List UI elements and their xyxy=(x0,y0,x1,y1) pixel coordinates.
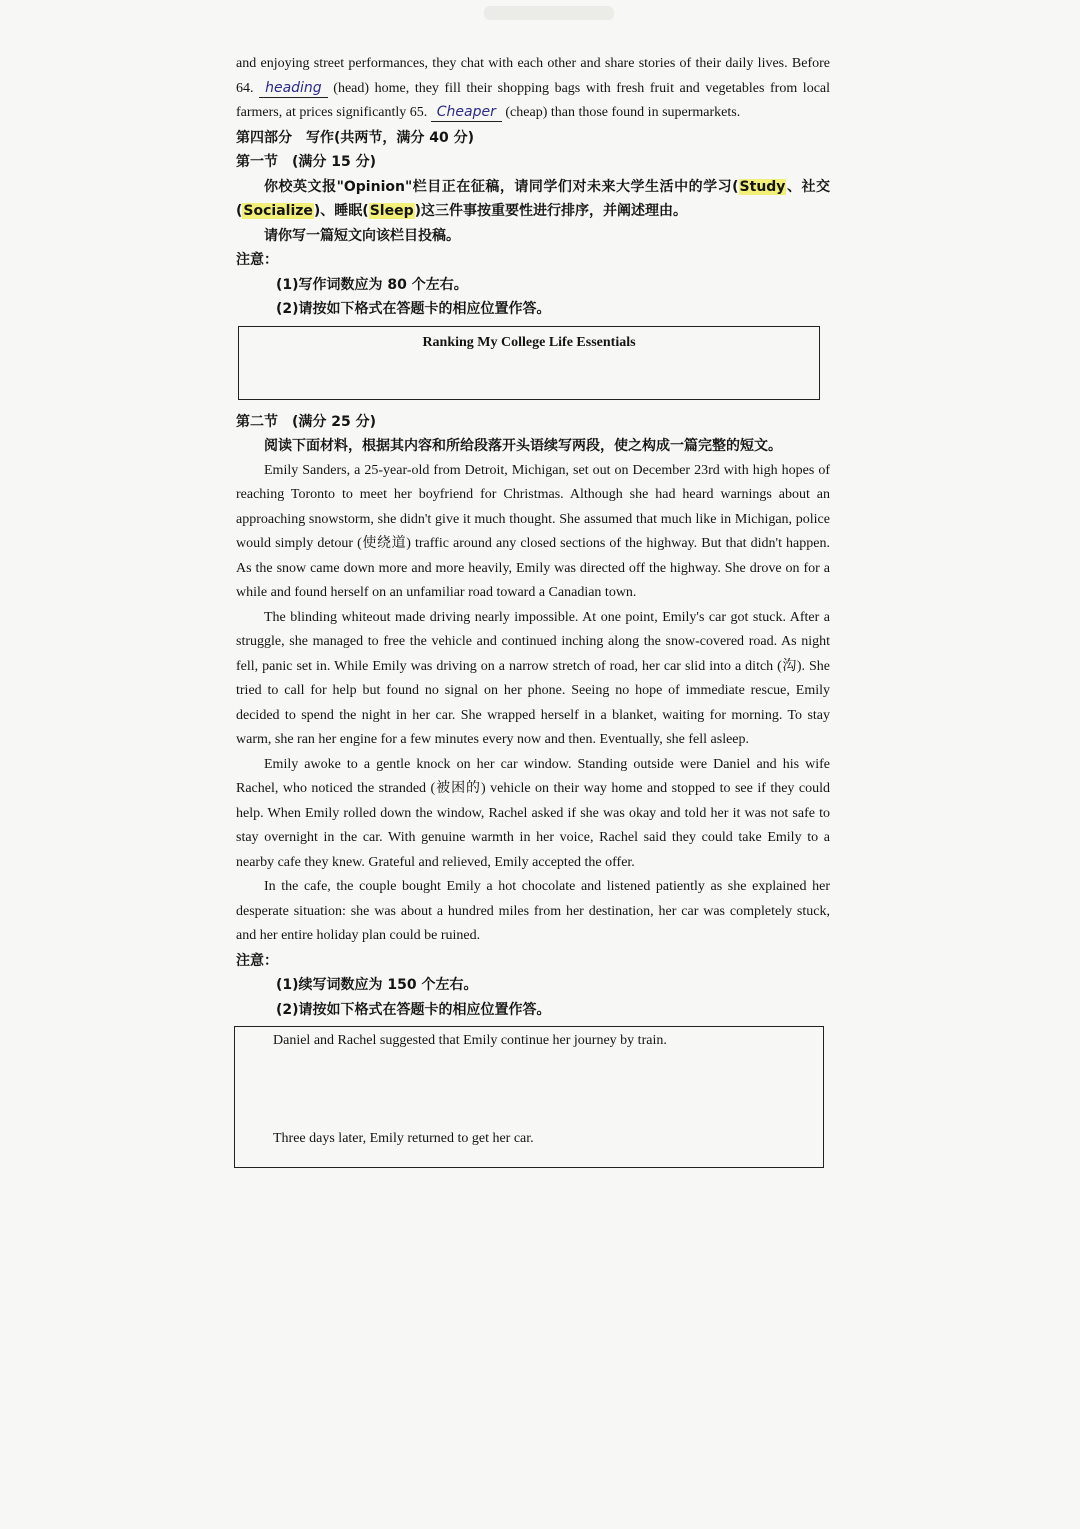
story-paragraph-3: Emily awoke to a gentle knock on her car window. Standing outside were Daniel and his wife Rachel, who noticed the stranded (被困的) vehicle on their way home and stopped to see if they could help. When Emily rolled down the window, Rachel asked if she was okay and told her it was not safe to stay overnight in the car. With genuine warmth in her voice, Rachel said they could take Emily to a nearby cafe they knew. Grateful and relieved, Emily accepted the offer. xyxy=(236,756,830,870)
page-header-smudge xyxy=(484,6,614,20)
q64-number: 64. xyxy=(236,80,254,96)
section2-heading: 第二节 (满分 25 分) xyxy=(236,413,377,430)
section2-answer-box xyxy=(234,1026,824,1168)
sleep-highlight: Sleep xyxy=(369,203,414,219)
q65-answer: Cheaper xyxy=(431,103,502,122)
continuation-opening-1: Daniel and Rachel suggested that Emily continue her journey by train. xyxy=(273,1033,667,1048)
section1-answer-box xyxy=(238,326,820,400)
continuation-opening-2: Three days later, Emily returned to get her car. xyxy=(273,1131,534,1146)
q65-number: 65. xyxy=(409,105,428,120)
section2-note-label: 注意： xyxy=(236,952,278,969)
section1-prompt: 你校英文报"Opinion"栏目正在征稿，请同学们对未来大学生活中的学习(Study、社交(Socialize)、睡眠(Sleep)这三件事按重要性进行排序，并阐述理由。 xyxy=(236,178,830,219)
section1-prompt-2: 请你写一篇短文向该栏目投稿。 xyxy=(264,227,460,244)
q64-answer: heading xyxy=(259,79,328,98)
socialize-highlight: Socialize xyxy=(243,203,313,219)
part3-passage-end: and enjoying street performances, they chat with each other and share stories of their daily lives. Before 64. heading (head) home, they fill their shopping bags with fresh fruit and vegetables from local farmers, at prices significantly 65. Cheaper (cheap) than those found in supermarkets. xyxy=(236,56,831,120)
story-paragraph-2: The blinding whiteout made driving nearly impossible. At one point, Emily's car got stuck. After a struggle, she managed to free the vehicle and continued inching along the snow-covered road. As night fell, panic set in. While Emily was driving on a narrow stretch of road, her car slid into a ditch (沟). She tried to call for help but found no signal on her phone. Seeing no hope of immediate rescue, Emily decided to spend the night in her car. She wrapped herself in a blanket, waiting for morning. To stay warm, she ran her engine for a few minutes every now and then. Eventually, she fell asleep. xyxy=(236,609,830,747)
section1-box-title: Ranking My College Life Essentials xyxy=(422,334,636,350)
section1-note-1: (1)写作词数应为 80 个左右。 xyxy=(276,276,468,293)
exam-content xyxy=(236,52,830,1168)
section1-note-2: (2)请按如下格式在答题卡的相应位置作答。 xyxy=(276,301,551,317)
section2-note-1: (1)续写词数应为 150 个左右。 xyxy=(276,977,478,993)
story-paragraph-1: Emily Sanders, a 25-year-old from Detroit, Michigan, set out on December 23rd with high hopes of reaching Toronto to meet her boyfriend for Christmas. Although she had heard warnings about an approaching snowstorm, she didn't give it much thought. She assumed that much like in Michigan, police would simply detour (使绕道) traffic around any closed sections of the highway. But that didn't happen. As the snow came down more and more heavily, Emily was directed off the highway. She drove on for a while and found herself on an unfamiliar road toward a Canadian town. xyxy=(236,462,830,600)
section1-heading: 第一节 (满分 15 分) xyxy=(236,154,377,170)
study-highlight: Study xyxy=(739,178,786,195)
story-paragraph-4: In the cafe, the couple bought Emily a hot chocolate and listened patiently as she explained her desperate situation: she was about a hundred miles from her destination, her car was completely stuck, and her entire holiday plan could be ruined. xyxy=(236,879,830,943)
part4-heading: 第四部分 写作(共两节，满分 40 分) xyxy=(236,129,475,146)
section2-note-2: (2)请按如下格式在答题卡的相应位置作答。 xyxy=(276,1001,551,1018)
section2-instruction: 阅读下面材料，根据其内容和所给段落开头语续写两段，使之构成一篇完整的短文。 xyxy=(264,438,782,454)
section1-note-label: 注意： xyxy=(236,252,278,268)
